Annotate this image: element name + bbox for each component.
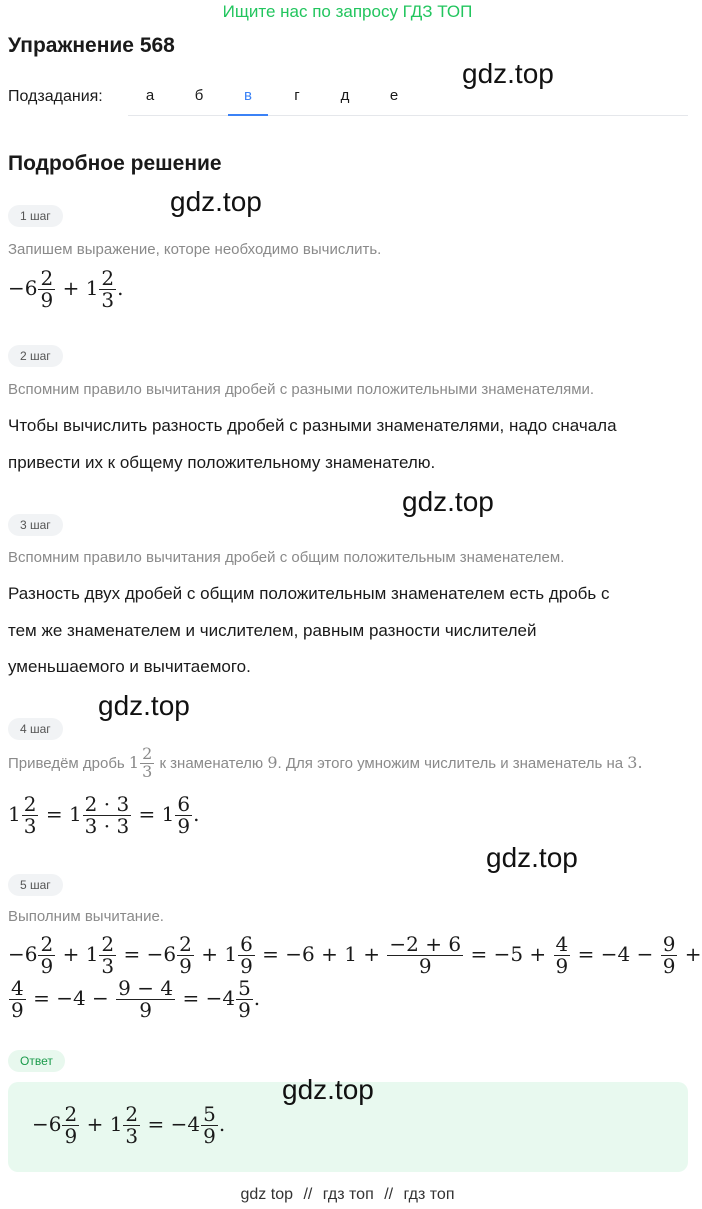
page-title: Упражнение 568 — [8, 34, 175, 57]
tab-a[interactable]: а — [145, 87, 155, 104]
step-4-badge: 4 шаг — [8, 718, 63, 740]
step-1-badge: 1 шаг — [8, 205, 63, 227]
tab-g[interactable]: г — [294, 87, 300, 104]
step-5-expression-line1: −6 $\frac{2}{9}$ + 1 $\frac{2}{3}$ = −6 $\frac{2}{9}$ + 1 $\frac{6}{9}$ = −6 + 1 + $\frac{-2 + 6}{9}$ = −5 + $\frac{4}{9}$ = −4 − $\frac{9}{9}$ + — [8, 932, 702, 978]
subtask-tabs — [128, 80, 688, 116]
tab-v[interactable]: в — [244, 87, 252, 104]
subtasks-label: Подзадания: — [8, 88, 103, 105]
step-3-badge: 3 шаг — [8, 514, 63, 536]
footer-link[interactable]: гдз топ — [403, 1186, 455, 1203]
step-4-note: Приведём дробь 1 $\frac{2}{3}$ к знаменателю 9. Для этого умножим числитель и знаменатель на 3. — [8, 744, 643, 781]
watermark: gdz.top — [462, 58, 554, 89]
step-3-text: Разность двух дробей с общим положительным знаменателем есть дробь с — [8, 584, 610, 603]
footer-link[interactable]: gdz top — [240, 1186, 293, 1203]
step-1-note: Запишем выражение, которе необходимо вычислить. — [8, 241, 382, 258]
step-2-text: привести их к общему положительному знаменателю. — [8, 453, 436, 472]
step-5-expression-line2: $\frac{4}{9}$ = −4 − $\frac{9 - 4}{9}$ = −4 $\frac{5}{9}$ . — [11, 976, 261, 1022]
section-title: Подробное решение — [8, 152, 222, 175]
step-3-note: Вспомним правило вычитания дробей с общим положительным знаменателем. — [8, 549, 565, 566]
watermark: gdz.top — [170, 186, 262, 217]
step-2-note: Вспомним правило вычитания дробей с разными положительными знаменателями. — [8, 381, 595, 398]
step-2-badge: 2 шаг — [8, 345, 63, 367]
step-3-text: тем же знаменателем и числителем, равным разности числителей — [8, 621, 537, 640]
step-5-note: Выполним вычитание. — [8, 908, 164, 925]
promo-banner: Ищите нас по запросу ГДЗ ТОП — [222, 2, 473, 21]
step-4-expression: 1 $\frac{2}{3}$ = 1 $\frac{2 \cdot 3}{3 \cdot 3}$ = 1 $\frac{6}{9}$ . — [8, 792, 200, 838]
step-3-text: уменьшаемого и вычитаемого. — [8, 657, 251, 676]
step-1-expression: −6 $\frac{2}{9}$ + 1 $\frac{2}{3}$ . — [8, 266, 124, 312]
tab-b[interactable]: б — [194, 87, 204, 104]
footer-link[interactable]: гдз топ — [322, 1186, 374, 1203]
watermark: gdz.top — [486, 842, 578, 873]
watermark: gdz.top — [402, 486, 494, 517]
answer-badge: Ответ — [8, 1050, 65, 1072]
watermark: gdz.top — [98, 690, 190, 721]
watermark: gdz.top — [282, 1074, 374, 1105]
tab-e[interactable]: е — [389, 87, 399, 104]
step-5-badge: 5 шаг — [8, 874, 63, 896]
active-tab-indicator — [228, 114, 268, 116]
answer-expression: −6 $\frac{2}{9}$ + 1 $\frac{2}{3}$ = −4 $\frac{5}{9}$ . — [32, 1102, 226, 1148]
footer-links: gdz top // гдз топ // гдз топ — [240, 1186, 455, 1203]
tab-d[interactable]: д — [340, 87, 350, 104]
step-2-text: Чтобы вычислить разность дробей с разными знаменателями, надо сначала — [8, 416, 617, 435]
